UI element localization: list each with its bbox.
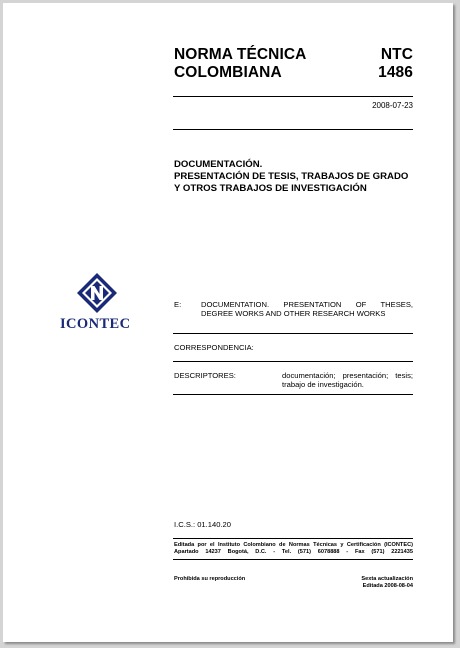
descriptores-rule <box>173 394 413 395</box>
ics-code: I.C.S.: 01.140.20 <box>174 520 231 529</box>
standard-code-number: 1486 <box>378 64 413 81</box>
publisher-rule <box>173 559 413 560</box>
document-page <box>3 3 453 642</box>
publication-date: 2008-07-23 <box>372 101 413 110</box>
date-rule <box>173 129 413 130</box>
document-title-line2: PRESENTACIÓN DE TESIS, TRABAJOS DE GRADO <box>174 171 409 182</box>
document-title-line3: Y OTROS TRABAJOS DE INVESTIGACIÓN <box>174 183 367 194</box>
correspondencia-label: CORRESPONDENCIA: <box>174 343 254 352</box>
standard-code-label: NTC <box>380 46 413 63</box>
english-label: E: <box>174 300 182 309</box>
edition-label: Sexta actualización <box>361 576 413 582</box>
english-rule <box>173 333 413 334</box>
descriptores-line1: documentación; presentación; tesis; <box>282 371 413 380</box>
edition-date: Editada 2008-08-04 <box>362 583 413 589</box>
descriptores-label: DESCRIPTORES: <box>174 371 236 380</box>
standard-type-line1: NORMA TÉCNICA <box>174 46 307 63</box>
icontec-logo-text: ICONTEC <box>60 316 131 332</box>
english-title-line1: DOCUMENTATION. PRESENTATION OF THESES, <box>201 300 413 309</box>
standard-type-line2: COLOMBIANA <box>174 64 282 81</box>
icontec-logo-icon <box>77 273 117 313</box>
publisher-line2: Apartado 14237 Bogotá, D.C. - Tel. (571) 6078888 - Fax (571) 2221435 <box>174 549 413 555</box>
publisher-line1: Editada por el Instituto Colombiano de Normas Técnicas y Certificación (ICONTEC) <box>174 542 413 548</box>
reproduction-notice: Prohibida su reproducción <box>174 576 246 582</box>
document-title-line1: DOCUMENTACIÓN. <box>174 159 263 170</box>
correspondencia-rule <box>173 361 413 362</box>
english-title-line2: DEGREE WORKS AND OTHER RESEARCH WORKS <box>201 309 386 318</box>
ics-rule <box>173 538 413 539</box>
header-rule <box>173 96 413 97</box>
descriptores-line2: trabajo de investigación. <box>282 380 364 389</box>
